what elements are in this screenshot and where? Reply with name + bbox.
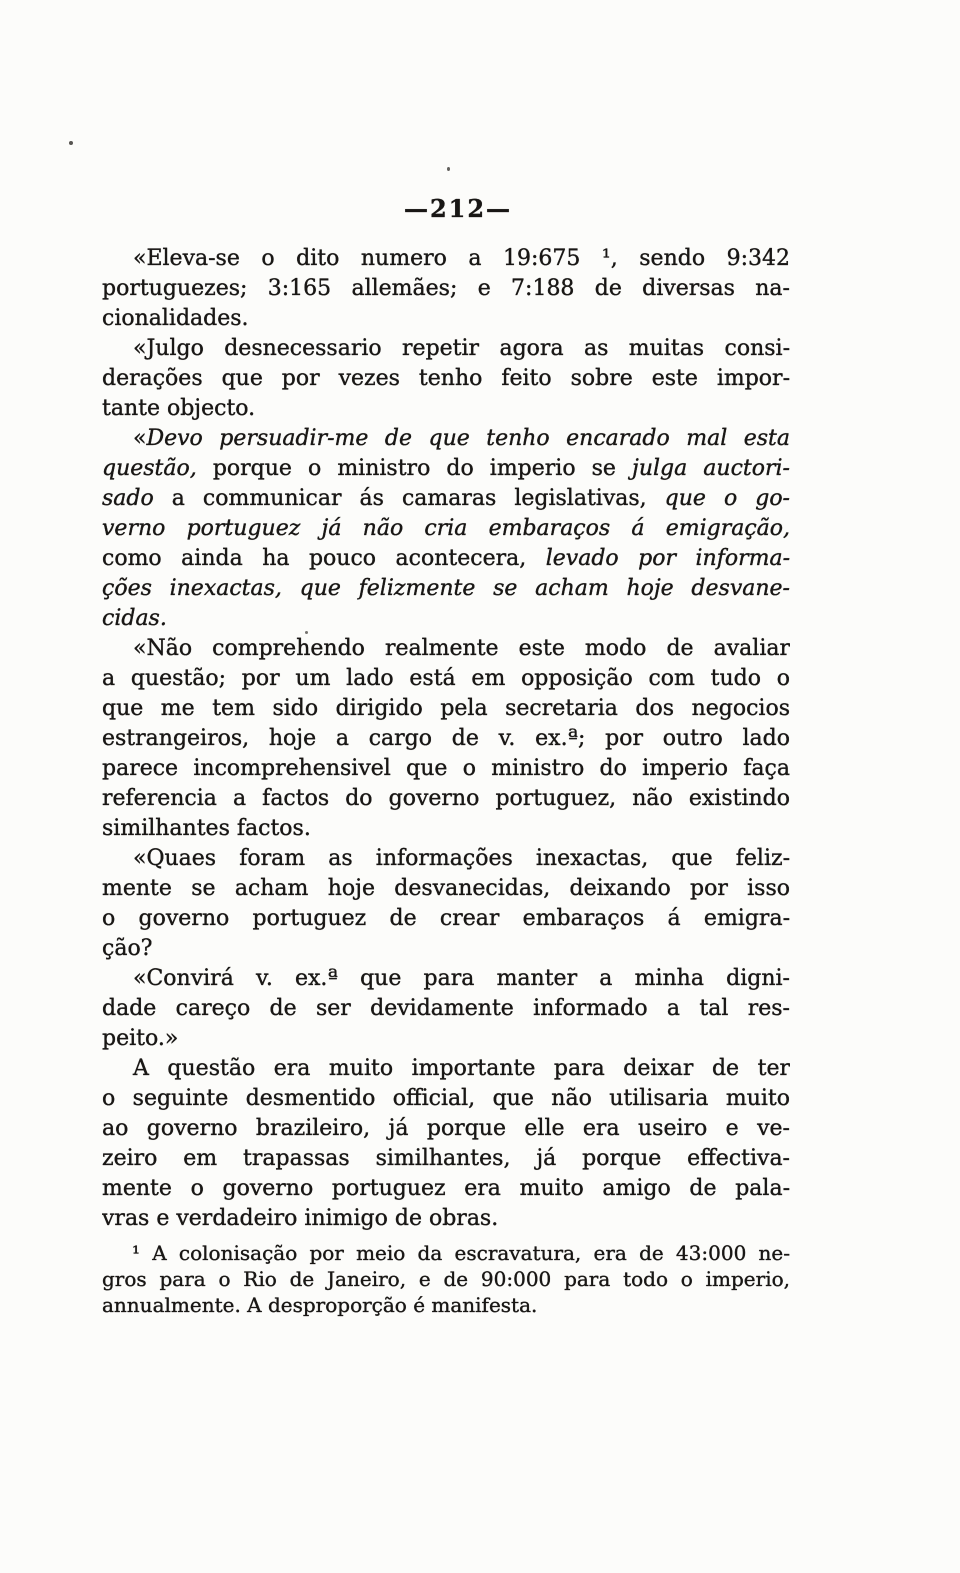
text-line: [102, 1084, 790, 1114]
text-segment: «Convirá v. ex.ª que para manter a minha digni-: [133, 966, 790, 991]
text-segment: ção?: [102, 936, 153, 961]
text-line: [102, 544, 790, 574]
text-segment: mente se acham hoje desvanecidas, deixando por isso: [102, 876, 790, 901]
text-segment: gros para o Rio de Janeiro, e de 90:000 para todo o imperio,: [102, 1267, 790, 1291]
text-line: [102, 664, 790, 694]
text-segment: peito.»: [102, 1026, 179, 1051]
text-segment: estrangeiros, hoje a cargo de v. ex.ª; por outro lado: [102, 726, 790, 751]
text-segment: o governo portuguez de crear embaraços á emigra-: [102, 906, 790, 931]
text-line: [102, 1204, 790, 1234]
text-segment: vras e verdadeiro inimigo de obras.: [102, 1206, 499, 1231]
text-line: [102, 424, 790, 454]
text-line: [102, 1174, 790, 1204]
italic-text-segment: sado: [102, 486, 154, 511]
footnote: [102, 1240, 790, 1318]
text-line: [102, 1292, 790, 1318]
text-segment: ao governo brazileiro, já porque elle era useiro e ve-: [102, 1116, 790, 1141]
text-line: [102, 1240, 790, 1266]
text-segment: a communicar ás camaras legislativas,: [153, 486, 665, 511]
text-segment: referencia a factos do governo portuguez, não existindo: [102, 786, 790, 811]
italic-text-segment: ções inexactas, que felizmente se acham hoje desvane-: [102, 576, 790, 601]
text-segment: mente o governo portuguez era muito amigo de pala-: [102, 1176, 790, 1201]
text-segment: «Quaes foram as informações inexactas, que feliz-: [133, 846, 790, 871]
text-line: [102, 814, 790, 844]
text-segment: similhantes factos.: [102, 816, 311, 841]
text-line: [102, 694, 790, 724]
italic-text-segment: Devo persuadir-me de que tenho encarado mal esta: [146, 426, 790, 451]
text-line: [102, 1114, 790, 1144]
text-segment: que me tem sido dirigido pela secretaria dos negocios: [102, 696, 790, 721]
text-line: [102, 634, 790, 664]
text-segment: «Julgo desnecessario repetir agora as muitas consi-: [133, 336, 790, 361]
body-text: [102, 244, 790, 1234]
text-segment: parece incomprehensivel que o ministro do imperio faça: [102, 756, 790, 781]
text-line: [102, 334, 790, 364]
italic-text-segment: verno portuguez já não cria embaraços á emigração,: [102, 516, 790, 541]
text-segment: «Não comprehendo realmente este modo de avaliar: [133, 636, 790, 661]
italic-text-segment: levado por informa-: [545, 546, 790, 571]
text-line: [102, 1266, 790, 1292]
italic-text-segment: julga auctori-: [632, 456, 790, 481]
text-line: [102, 604, 790, 634]
text-line: [102, 934, 790, 964]
text-line: [102, 454, 790, 484]
text-line: [102, 364, 790, 394]
text-segment: dade careço de ser devidamente informado a tal res-: [102, 996, 790, 1021]
text-line: [102, 244, 790, 274]
text-line: [102, 484, 790, 514]
text-segment: «Eleva-se o dito numero a 19:675 ¹, sendo 9:342: [133, 246, 790, 271]
text-segment: derações que por vezes tenho feito sobre este impor-: [102, 366, 790, 391]
text-line: [102, 874, 790, 904]
scan-speck: [447, 167, 450, 171]
text-line: [102, 844, 790, 874]
text-line: [102, 514, 790, 544]
text-segment: zeiro em trapassas similhantes, já porque effectiva-: [102, 1146, 790, 1171]
text-line: [102, 754, 790, 784]
text-segment: A questão era muito importante para deixar de ter: [133, 1056, 790, 1081]
text-line: [102, 724, 790, 754]
text-segment: a questão; por um lado está em opposição com tudo o: [102, 666, 790, 691]
italic-text-segment: cidas.: [102, 606, 167, 631]
scan-speck: [69, 141, 73, 145]
text-line: [102, 1024, 790, 1054]
italic-text-segment: questão,: [102, 456, 197, 481]
text-segment: como ainda ha pouco acontecera,: [102, 546, 546, 571]
italic-text-segment: que o go-: [664, 486, 790, 511]
text-segment: o seguinte desmentido official, que não utilisaria muito: [102, 1086, 790, 1111]
text-segment: cionalidades.: [102, 306, 249, 331]
text-line: [102, 964, 790, 994]
page-number: —212—: [403, 194, 513, 223]
text-line: [102, 1144, 790, 1174]
text-line: [102, 304, 790, 334]
text-segment: ¹ A colonisação por meio da escravatura, era de 43:000 ne-: [132, 1241, 790, 1265]
text-line: [102, 904, 790, 934]
text-line: [102, 394, 790, 424]
text-segment: portuguezes; 3:165 allemães; e 7:188 de diversas na-: [102, 276, 790, 301]
text-line: [102, 784, 790, 814]
text-segment: annualmente. A desproporção é manifesta.: [102, 1293, 538, 1317]
text-line: [102, 574, 790, 604]
text-segment: tante objecto.: [102, 396, 256, 421]
text-segment: porque o ministro do imperio se: [196, 456, 633, 481]
text-segment: «: [133, 426, 147, 451]
text-line: [102, 994, 790, 1024]
text-line: [102, 274, 790, 304]
text-line: [102, 1054, 790, 1084]
